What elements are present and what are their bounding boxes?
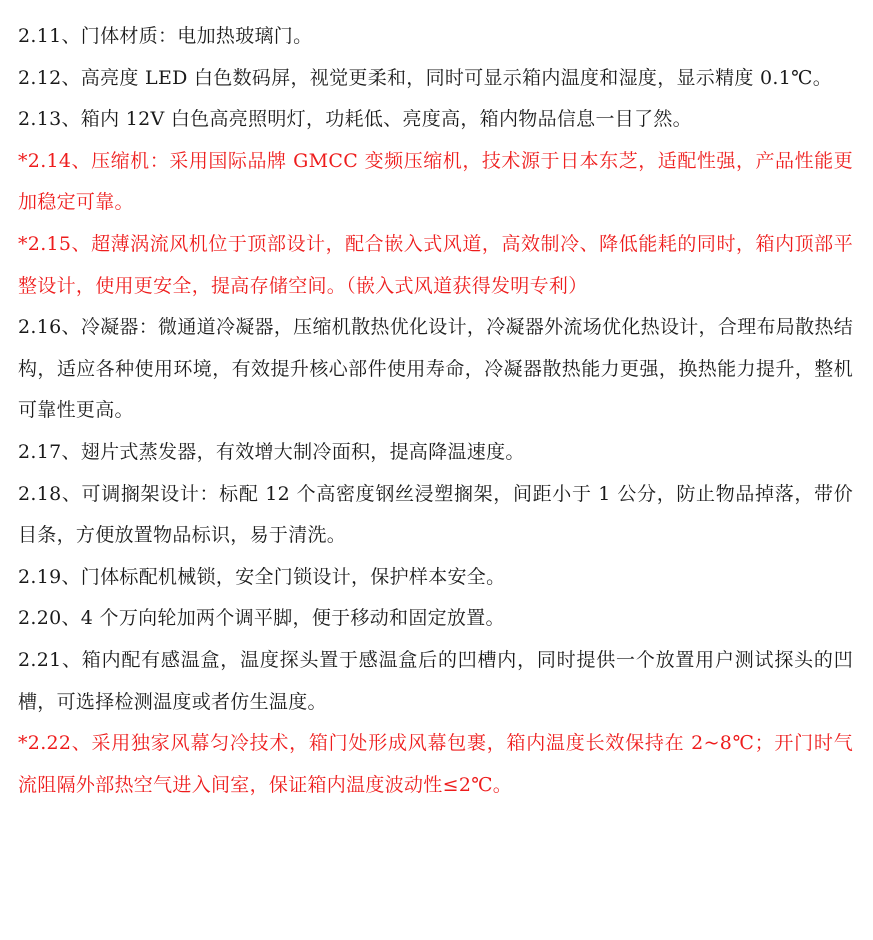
spec-item-2-13: 2.13、箱内 12V 白色高亮照明灯，功耗低、亮度高，箱内物品信息一目了然。: [18, 108, 692, 131]
spec-item-2-21: 2.21、箱内配有感温盒，温度探头置于感温盒后的凹槽内，同时提供一个放置用户测试探头的凹槽，可选择检测温度或者仿生温度。: [18, 648, 853, 713]
spec-item-2-22: *2.22、采用独家风幕匀冷技术，箱门处形成风幕包裹，箱内温度长效保持在 2~8℃；开门时气流阻隔外部热空气进入间室，保证箱内温度波动性≤2℃。: [18, 732, 853, 796]
spec-item-2-18: 2.18、可调搁架设计：标配 12 个高密度钢丝浸塑搁架，间距小于 1 公分，防止物品掉落，带价目条，方便放置物品标识，易于清洗。: [18, 482, 853, 547]
spec-item-2-17: 2.17、翅片式蒸发器，有效增大制冷面积，提高降温速度。: [18, 440, 525, 463]
spec-item-2-12: 2.12、高亮度 LED 白色数码屏，视觉更柔和，同时可显示箱内温度和湿度，显示精度 0.1℃。: [18, 66, 833, 89]
spec-item-2-16: 2.16、冷凝器：微通道冷凝器，压缩机散热优化设计，冷凝器外流场优化热设计，合理布局散热结构，适应各种使用环境，有效提升核心部件使用寿命，冷凝器散热能力更强，换热能力提升，整机可靠性更高。: [18, 316, 853, 422]
spec-item-2-14: *2.14、压缩机：采用国际品牌 GMCC 变频压缩机，技术源于日本东芝，适配性强，产品性能更加稳定可靠。: [18, 149, 853, 214]
spec-item-2-20: 2.20、4 个万向轮加两个调平脚，便于移动和固定放置。: [18, 607, 505, 630]
spec-item-2-19: 2.19、门体标配机械锁，安全门锁设计，保护样本安全。: [18, 565, 506, 588]
document-body: [18, 16, 853, 806]
spec-item-2-11: 2.11、门体材质：电加热玻璃门。: [18, 25, 313, 47]
spec-item-2-15: *2.15、超薄涡流风机位于顶部设计，配合嵌入式风道，高效制冷、降低能耗的同时，箱内顶部平整设计，使用更安全，提高存储空间。（嵌入式风道获得发明专利）: [18, 232, 853, 297]
